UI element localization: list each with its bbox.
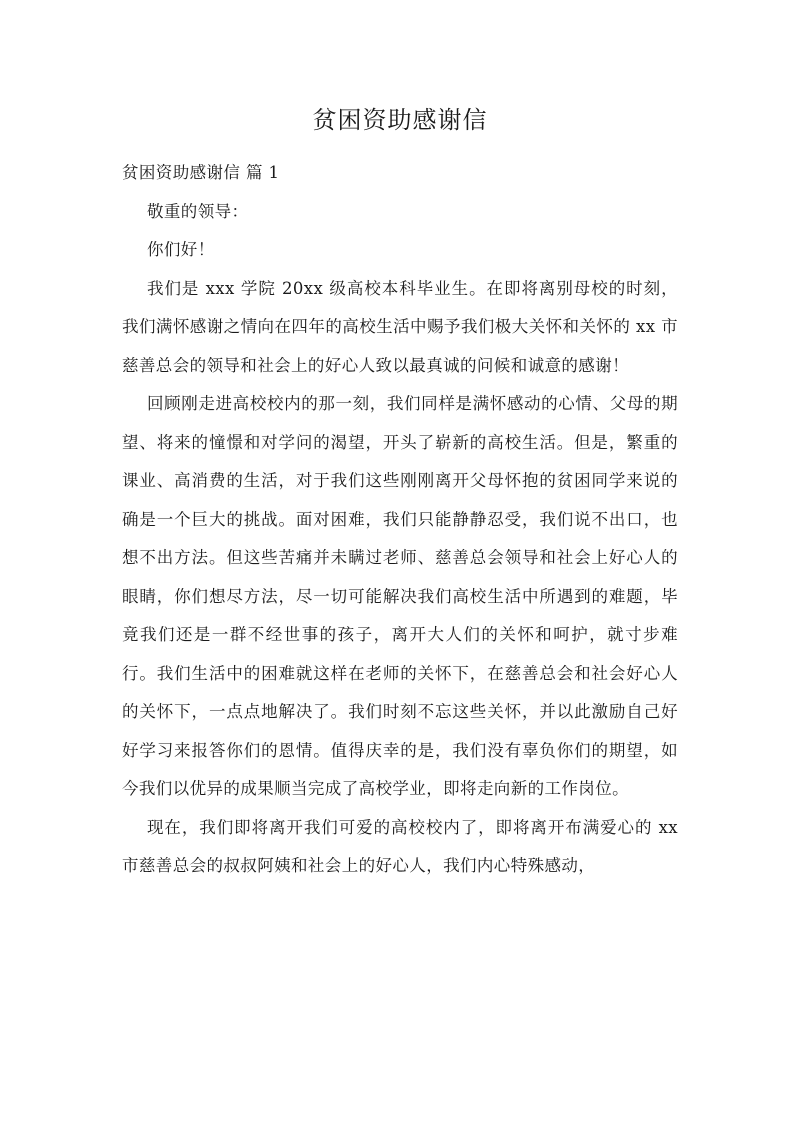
document-body <box>122 154 678 886</box>
greeting: 敬重的领导： <box>147 201 249 221</box>
document-title: 贫困资助感谢信 <box>312 106 488 134</box>
body-paragraph: 我们是 xxx 学院 20xx 级高校本科毕业生。在即将离别母校的时刻，我们满怀感谢之情向在四年的高校生活中赐予我们极大关怀和关怀的 xx 市慈善总会的领导和社会上的好心人致以最真诚的问候和诚意的感谢！ <box>122 278 678 375</box>
section-heading: 贫困资助感谢信 篇 1 <box>122 163 280 182</box>
body-paragraph: 回顾刚走进高校校内的那一刻，我们同样是满怀感动的心情、父母的期望、将来的憧憬和对学问的渴望，开头了崭新的高校生活。但是，繁重的课业、高消费的生活，对于我们这些刚刚离开父母怀抱的贫困同学来说的确是一个巨大的挑战。面对困难，我们只能静静忍受，我们说不出口，也想不出方法。但这些苦痛并未瞒过老师、慈善总会领导和社会上好心人的眼睛，你们想尽方法，尽一切可能解决我们高校生活中所遇到的难题，毕竟我们还是一群不经世事的孩子，离开大人们的关怀和呵护，就寸步难行。我们生活中的困难就这样在老师的关怀下，在慈善总会和社会好心人的关怀下，一点点地解决了。我们时刻不忘这些关怀，并以此激励自己好好学习来报答你们的恩情。值得庆幸的是，我们没有辜负你们的期望，如今我们以优异的成果顺当完成了高校学业，即将走向新的工作岗位。 <box>122 394 678 798</box>
body-paragraph: 现在，我们即将离开我们可爱的高校校内了，即将离开布满爱心的 xx 市慈善总会的叔叔阿姨和社会上的好心人，我们内心特殊感动， <box>122 817 678 875</box>
salutation: 你们好！ <box>147 240 215 259</box>
